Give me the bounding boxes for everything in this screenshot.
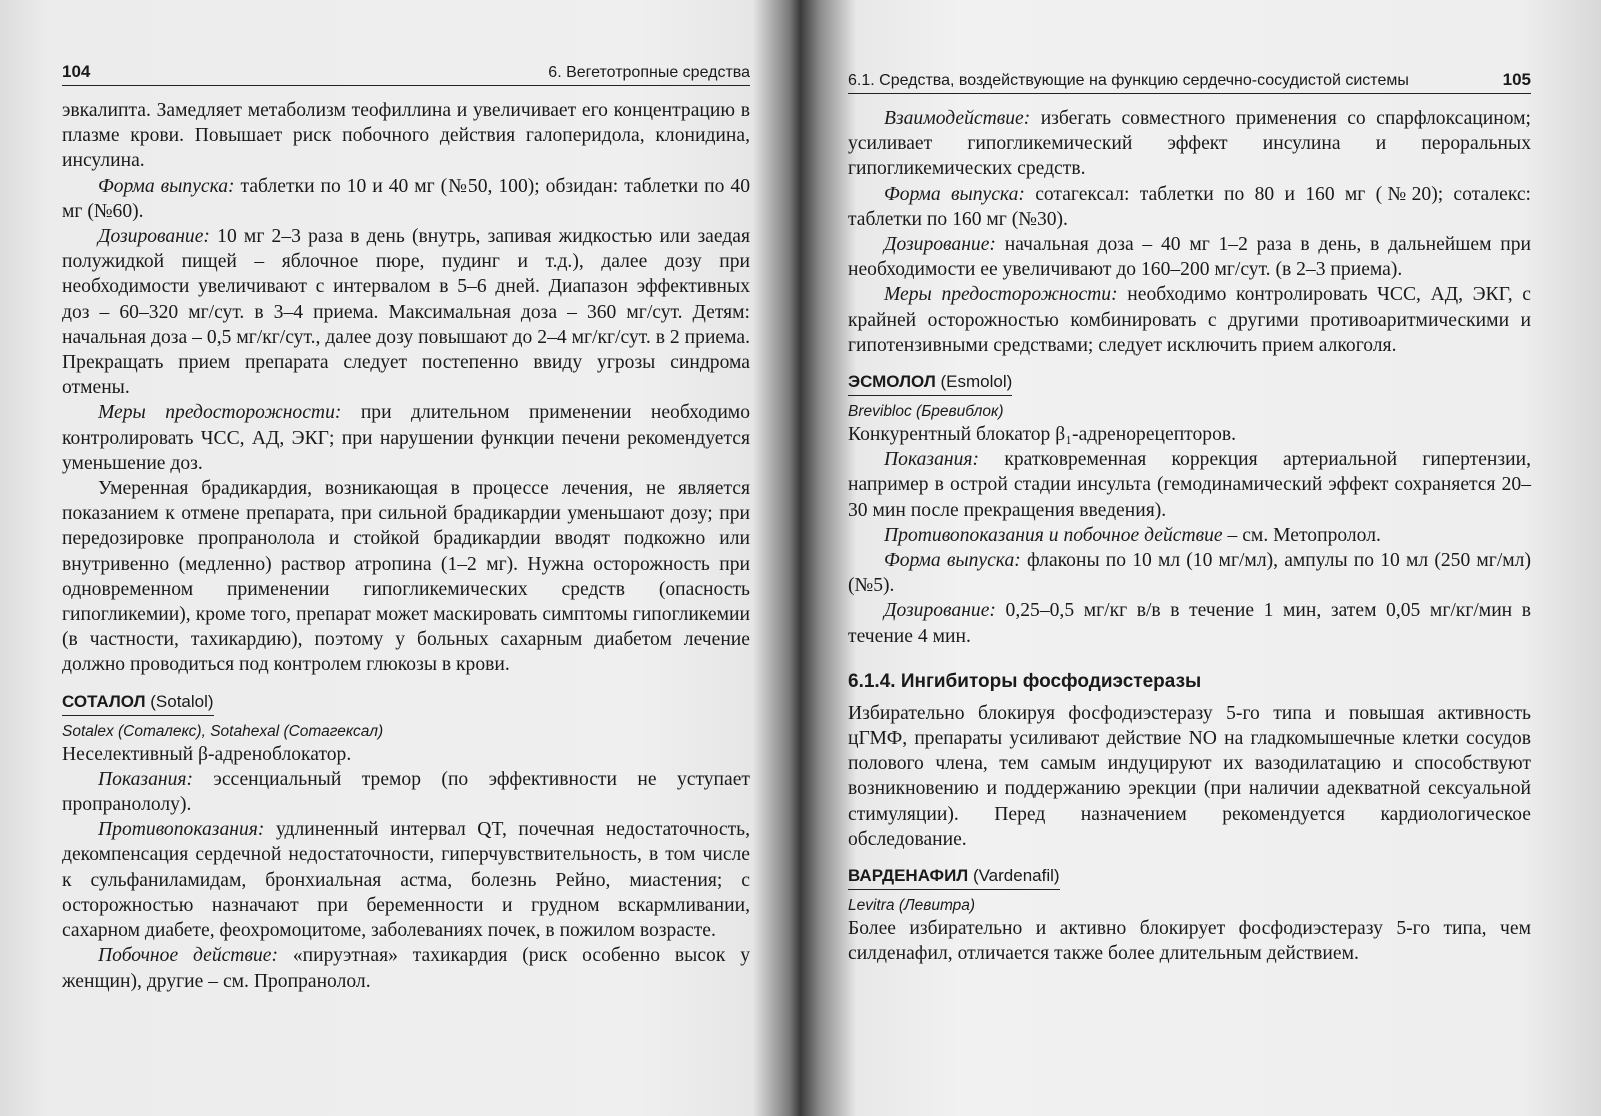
paragraph-label: Меры предосторожности: xyxy=(884,284,1118,306)
paragraph xyxy=(62,817,750,943)
paragraph-text: сотагексал: таблетки по 80 и 160 мг (№20); соталекс: таблетки по 160 мг (№30). xyxy=(848,183,1531,230)
drug-brands: Brevibloc (Бревиблок) xyxy=(848,403,1004,421)
paragraph-label: Дозирование: xyxy=(884,234,996,256)
paragraph: Конкурентный блокатор β₁-адренорецепторов. xyxy=(848,424,1237,446)
page-number: 104 xyxy=(62,62,91,81)
paragraph-label: Показания: xyxy=(884,449,980,471)
paragraph: Более избирательно и активно блокирует фосфодиэстеразу 5-го типа, чем силденафил, отличается также более длительным действием. xyxy=(848,918,1531,965)
drug-heading xyxy=(62,692,750,716)
paragraph-text: при длительном применении необходимо контролировать ЧСС, АД, ЭКГ; при нарушении функции печени рекомендуется уменьшение доз. xyxy=(62,402,750,474)
paragraph xyxy=(62,400,750,476)
paragraph-text: 10 мг 2–3 раза в день (внутрь, запивая жидкостью или заедая полужидкой пищей – яблочное пюре, пудинг и т.д.), далее дозу при необходимости увеличивают с интервалом в 5–6 дней. Диапазон эффективных доз – 60–320 мг/сут. в 3–4 приема. Максимальная доза – 360 мг/сут. Детям: начальная доза – 0,5 мг/кг/сут., далее дозу повышают до 2–4 мг/кг/сут. в 2 приема. Прекращать прием препарата следует постепенно ввиду угрозы синдрома отмены. xyxy=(62,226,750,399)
paragraph-text: удлиненный интервал QT, почечная недостаточность, декомпенсация сердечной недостаточности, гиперчувствительность, в том числе к сульфаниламидам, бронхиальная астма, болезнь Рейно, миастения; с осторожностью назначают при беременности и грудном вскармливании, сахарном диабете, феохромоцитоме, заболеваниях почек, в пожилом возрасте. xyxy=(62,819,750,942)
paragraph xyxy=(848,106,1531,182)
paragraph xyxy=(848,447,1531,523)
paragraph: Избирательно блокируя фосфодиэстеразу 5-го типа и повышая активность цГМФ, препараты усиливают действие NO на гладкомышечные клетки сосудов полового члена, тем самым индуцируют их вазодилатацию и способствуют возникновению и поддержанию эрекции (при наличии адекватной сексуальной стимуляции). Перед назначением рекомендуется кардиологическое обследование. xyxy=(848,702,1531,850)
drug-latin-name: (Esmolol) xyxy=(935,372,1013,392)
paragraph xyxy=(62,174,750,224)
drug-name: ЭСМОЛОЛ xyxy=(848,372,936,392)
paragraph xyxy=(848,182,1531,232)
paragraph-text: эссенциальный тремор (по эффективности не уступает пропранололу). xyxy=(62,768,750,816)
left-page xyxy=(0,0,790,1116)
paragraph-label: Дозирование: xyxy=(884,600,996,622)
paragraph xyxy=(62,943,750,993)
paragraph: Неселективный β-адреноблокатор. xyxy=(62,743,352,765)
paragraph-label: Дозирование: xyxy=(98,226,210,248)
paragraph xyxy=(848,282,1531,358)
paragraph xyxy=(848,548,1531,598)
paragraph xyxy=(848,232,1531,282)
running-header xyxy=(848,70,1531,94)
paragraph-text: кратковременная коррекция артериальной гипертензии, например в острой стадии инсульта (гемодинамический эффект сохраняется 20–30 мин после прекращения введения). xyxy=(848,449,1531,521)
drug-heading xyxy=(848,372,1531,396)
running-head-title: 6.1. Средства, воздействующие на функцию сердечно-сосудистой системы xyxy=(848,72,1409,89)
drug-brands: Levitra (Левитра) xyxy=(848,897,976,915)
paragraph-text: 0,25–0,5 мг/кг в/в в течение 1 мин, затем 0,05 мг/кг/мин в течение 4 мин. xyxy=(848,600,1531,647)
paragraph-label: Показания: xyxy=(98,768,194,790)
drug-name: СОТАЛОЛ xyxy=(62,691,146,711)
running-header xyxy=(62,62,750,86)
drug-latin-name: (Sotalol) xyxy=(145,691,214,711)
paragraph-text: избегать совместного применения со спарфлоксацином; усиливает гипогликемический эффект инсулина и пероральных гипогликемических средств. xyxy=(848,108,1531,180)
paragraph-text: необходимо контролировать ЧСС, АД, ЭКГ, с крайней осторожностью комбинировать с другими противоаритмическими и гипотензивными средствами; следует исключить прием алкоголя. xyxy=(848,284,1531,356)
page-body xyxy=(848,106,1531,966)
right-page xyxy=(810,0,1601,1116)
drug-brands: Sotalex (Соталекс), Sotahexal (Сотагексал) xyxy=(62,722,384,740)
drug-heading xyxy=(848,866,1531,890)
paragraph: эвкалипта. Замедляет метаболизм теофиллина и увеличивает его концентрацию в плазме крови. Повышает риск побочного действия галоперидола, клонидина, инсулина. xyxy=(62,100,750,172)
paragraph-text: флаконы по 10 мл (10 мг/мл), ампулы по 10 мл (250 мг/мл) (№5). xyxy=(848,550,1531,597)
paragraph-label: Побочное действие: xyxy=(98,945,278,967)
paragraph-label: Противопоказания: xyxy=(98,819,265,841)
drug-name: ВАРДЕНАФИЛ xyxy=(848,866,969,886)
paragraph-text: начальная доза – 40 мг 1–2 раза в день, в дальнейшем при необходимости ее увеличивают до 160–200 мг/сут. (в 2–3 приема). xyxy=(848,234,1531,281)
paragraph-label: Взаимодействие: xyxy=(884,108,1031,129)
paragraph-text: «пируэтная» тахикардия (риск особенно высок у женщин), другие – см. Пропранолол. xyxy=(62,945,750,992)
paragraph xyxy=(62,224,750,400)
paragraph xyxy=(848,598,1531,648)
section-heading: 6.1.4. Ингибиторы фосфодиэстеразы xyxy=(848,670,1202,692)
paragraph xyxy=(848,523,1531,548)
paragraph-label: Противопоказания и побочное действие xyxy=(884,524,1223,546)
paragraph-text: – см. Метопролол. xyxy=(1222,524,1381,546)
paragraph-label: Форма выпуска: xyxy=(98,175,235,197)
paragraph: Умеренная брадикардия, возникающая в процессе лечения, не является показанием к отмене препарата, при сильной брадикардии уменьшают дозу; при передозировке пропранолола и стойкой брадикардии вводят подкожно или внутривенно (медленно) раствор атропина (1–2 мг). Нужна осторожность при одновременном применении гипогликемических средств (опасность гипогликемии), кроме того, препарат может маскировать симптомы гипогликемии (в частности, тахикардию), поэтому у больных сахарным диабетом лечение должно проводиться под контролем глюкозы в крови. xyxy=(62,478,750,676)
paragraph xyxy=(62,767,750,817)
page-body xyxy=(62,98,750,994)
drug-latin-name: (Vardenafil) xyxy=(968,866,1060,886)
paragraph-label: Форма выпуска: xyxy=(884,550,1021,572)
paragraph-label: Меры предосторожности: xyxy=(98,402,342,424)
paragraph-text: таблетки по 10 и 40 мг (№50, 100); обзидан: таблетки по 40 мг (№60). xyxy=(62,175,750,222)
paragraph-label: Форма выпуска: xyxy=(884,183,1025,205)
page-number: 105 xyxy=(1502,70,1531,89)
running-head-title: 6. Вегетотропные средства xyxy=(548,64,750,81)
